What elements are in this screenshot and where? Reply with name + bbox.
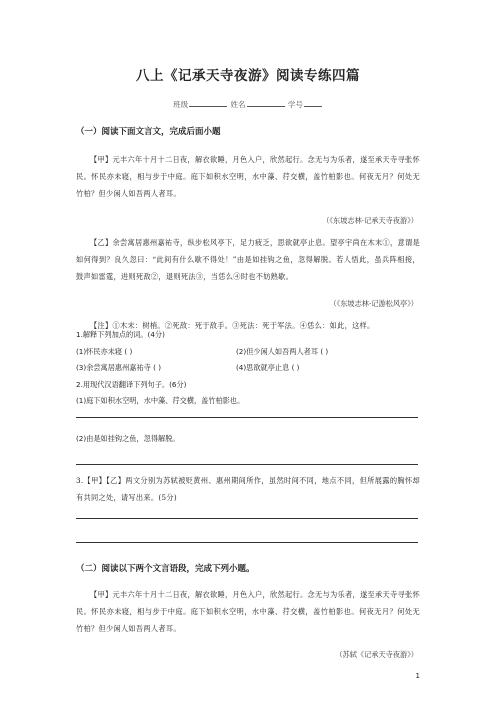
section-2-heading: （二）阅读以下两个文言语段，完成下列小题。: [76, 564, 255, 574]
name-blank[interactable]: [247, 99, 285, 107]
id-blank[interactable]: [304, 99, 322, 107]
answer-line-1[interactable]: [76, 417, 418, 418]
class-label: 班级: [173, 100, 189, 109]
question-3: 3.【甲】【乙】两文分别为苏轼被贬黄州、惠州期间所作，虽然时间不同，地点不同，但所展露的胸怀却有共同之处，请写出来。(5分): [76, 476, 420, 502]
passage-yi: 【乙】余尝寓居惠州嘉祐寺，纵步松风亭下，足力疲乏，思欲就亭止息。望亭宇尚在木末①，意谓是如何得到？良久忽曰：“此间有什么歇不得处！”由是如挂钩之鱼，忽得解脱。若人悟此，虽兵阵相接，鼓声如雷霆，进则死敌②，退则死法③，当恁么④时也不妨熟歇。: [76, 238, 420, 281]
answer-line-2[interactable]: [76, 464, 418, 465]
source-jia: （《东坡志林·记承天寺夜游》）: [322, 216, 418, 225]
question-1-item-1: (1)怀民亦未寝 ( ): [76, 347, 133, 356]
answer-line-4[interactable]: [76, 542, 418, 543]
question-1-title: 1.解释下列加点的词。(4分): [76, 330, 165, 339]
name-label: 姓名: [230, 100, 246, 109]
answer-line-3[interactable]: [76, 518, 418, 519]
section-2-passage-jia: 【甲】元丰六年十月十二日夜，解衣欲睡，月色入户，欣然起行。念无与为乐者，遂至承天寺寻张怀民。怀民亦未寝，相与步于中庭。庭下如积水空明，水中藻、荇交横，盖竹柏影也。何夜无月？何处无竹柏？但少闲人如吾两人者耳。: [76, 590, 420, 633]
question-1-item-2: (2)但少闲人如吾两人者耳 ( ): [236, 347, 329, 356]
question-2-item-1: (1)庭下如积水空明，水中藻、荇交横，盖竹柏影也。: [76, 396, 245, 405]
question-1-item-4: (4)思欲就亭止息 ( ): [236, 363, 300, 372]
source-yi: （《东坡志林·记游松风亭》）: [329, 299, 418, 308]
question-2-item-2: (2)由是如挂钩之鱼，忽得解脱。: [76, 434, 180, 443]
page-number: 1: [415, 672, 420, 680]
section-2-source: （苏轼《记承天寺夜游》）: [335, 650, 418, 659]
passage-jia: 【甲】元丰六年十月十二日夜，解衣欲睡，月色入户，欣然起行。念无与为乐者，遂至承天寺寻张怀民。怀民亦未寝，相与步于中庭。庭下如积水空明，水中藻、荇交横，盖竹柏影也。何夜无月？何处无竹柏？但少闲人如吾两人者耳。: [76, 155, 420, 198]
class-blank[interactable]: [189, 99, 227, 107]
question-2-title: 2.用现代汉语翻译下列句子。(6分): [76, 380, 187, 389]
question-1-item-3: (3)余尝寓居惠州嘉祐寺 ( ): [76, 363, 162, 372]
document-title: 八上《记承天寺夜游》阅读专练四篇: [136, 68, 360, 84]
section-1-heading: （一）阅读下面文言文，完成后面小题: [76, 127, 221, 137]
annotation-notes: 【注】①木末：树梢。②死敌：死于敌手。③死法：死于军法。④恁么：如此，这样。: [90, 321, 375, 330]
id-label: 学号: [287, 100, 303, 109]
student-info-line: [0, 99, 496, 110]
